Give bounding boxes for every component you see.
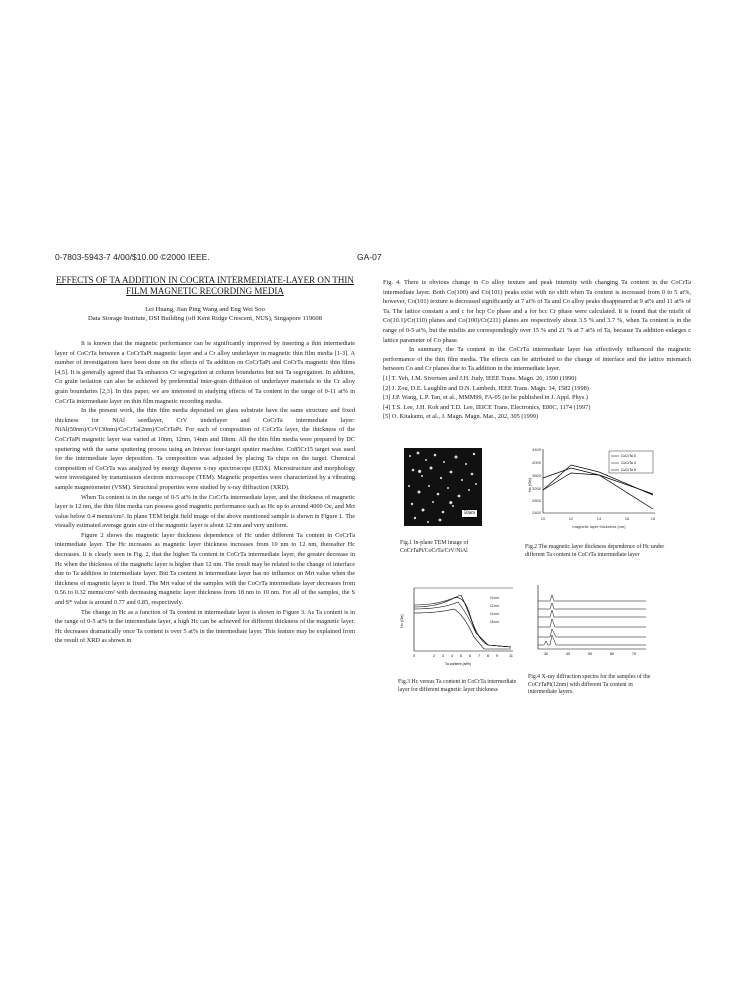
svg-text:4400: 4400 bbox=[532, 447, 541, 452]
figure-2 bbox=[525, 445, 665, 559]
header-paper-id: GA-07 bbox=[357, 252, 382, 262]
paper-title: EFFECTS OF TA ADDITION IN COCRTA INTERMEDIATE-LAYER ON THIN FILM MAGNETIC RECORDING MEDIA bbox=[56, 275, 354, 296]
authors: Lei Huang, Jian Ping Wang and Eng Wei Soo bbox=[145, 306, 265, 313]
paragraph: In summary, the Ta content in the CoCrTa intermediate layer has effectively influenced the magnetic performance of the thin film media. The effects can be attributed to the change of interface and the lattice mismatch between Co and Cr planes due to Ta addition in the intermediate layer. bbox=[383, 346, 691, 373]
paragraph: Figure 2 shows the magnetic layer thickness dependence of Hc under different Ta content in CoCrTa intermediate layer. The Hc increases as magnetic layer thickness increases from 10 nm to 12 nm, thereafter Hc decreases. It is clearly seen in Fig. 2, that the higher Ta content in CoCrTa intermediate layer, the greater decrease in Hc when the thickness of the magnetic layer is higher than 12 nm. The result may be related to the change of interface due to Ta addition in intermediate layer. But Ta content in intermediate layer has no influence on Mrt value when the thickness of magnetic layer is fixed. The Mrt value of the samples with the CoCrTa intermediate layer decreases from 0.56 to 0.32 memu/cm² with decreasing magnetic layer thickness from 18 nm to 10 nm. For all of the samples, the S and S* value is around 0.77 and 0.85, respectively. bbox=[55, 531, 355, 607]
figure-caption: Fig.4 X-ray diffraction spectra for the samples of the CoCrTaPt(12nm) with different Ta content in intermediate layers. bbox=[528, 674, 651, 695]
svg-text:Hc (Oe): Hc (Oe) bbox=[527, 478, 532, 492]
figure-caption: Fig.1 In-plane TEM image of CoCrTaPt/CoCrTa/CrV/NiAl bbox=[400, 540, 469, 554]
svg-text:40: 40 bbox=[566, 652, 570, 656]
reference: [5] O. Kitakami, et al., J. Magn. Magn. Mat., 202, 305 (1999) bbox=[383, 413, 539, 421]
right-column bbox=[383, 278, 691, 422]
svg-text:70: 70 bbox=[632, 652, 636, 656]
svg-text:50: 50 bbox=[588, 652, 592, 656]
svg-text:Hc (Oe): Hc (Oe) bbox=[400, 614, 404, 628]
svg-text:5: 5 bbox=[460, 654, 462, 658]
svg-text:11: 11 bbox=[509, 654, 513, 658]
chart-xrd-spectra bbox=[528, 583, 658, 661]
paragraph: It is known that the magnetic performance can be significantly improved by inserting a thin intermediate layer of CoCrTa between a CoCrTaPt magnetic layer and a Cr alloy underlayer in magnetic thin film media [1-3]. A number of investigations have been done on the effects of Ta addition on CoCrTaPt and CoCrTa magnetic thin films [4,5]. It is generally agreed that Ta enhances Cr segregation at column boundaries but not Ta segregation. In addition, Co grain isolation can also be achieved by preferential inter-grain diffusion of underlayer materials to the Cr alloy grain boundaries [2,3]. In this paper, we are interested in studying effects of Ta content in the range of 0-11 at% in CoCrTa intermediate layer on thin film magnetic recording media. bbox=[55, 340, 355, 405]
svg-text:7: 7 bbox=[478, 654, 480, 658]
reference: [1] T. Yeh, J.M. Sivertsen and J.H. Judy, IEEE Trans. Magn. 26, 1590 (1990) bbox=[383, 374, 577, 382]
svg-text:3600: 3600 bbox=[532, 473, 541, 478]
svg-text:2800: 2800 bbox=[532, 498, 541, 503]
paragraph: The change in Hc as a function of Ta content in intermediate layer is shown in Figure 3. As Ta content is in the range of 0-5 at% in the intermediate layer, a high Hc can be achieved for different thickness of the magnetic layer. Hc decreases dramatically once Ta content is over 5 at% in the intermediate layer. This feature may be explained from the result of XRD as shown in bbox=[55, 608, 355, 645]
svg-text:2400: 2400 bbox=[532, 510, 541, 515]
affiliation: Data Storage Institute, DSI Building (off Kent Ridge Crescent, NUS), Singapore 119608 bbox=[87, 315, 323, 322]
svg-text:3200: 3200 bbox=[532, 486, 541, 491]
svg-text:magnetic layer thickness (nm): magnetic layer thickness (nm) bbox=[572, 524, 626, 529]
svg-text:30: 30 bbox=[544, 652, 548, 656]
svg-text:18: 18 bbox=[650, 516, 656, 521]
svg-text:12 nm: 12 nm bbox=[490, 604, 499, 608]
svg-text:4: 4 bbox=[451, 654, 453, 658]
svg-text:2: 2 bbox=[433, 654, 435, 658]
reference: [2] J. Zou, D.E. Laughlin and D.N. Lambeth, IEEE Trans. Magn. 34, 1582 (1998) bbox=[383, 384, 589, 392]
figure-1 bbox=[400, 448, 510, 555]
svg-text:CoCrTa 5: CoCrTa 5 bbox=[621, 468, 636, 472]
svg-text:60: 60 bbox=[610, 652, 614, 656]
figure-caption: Fig.2 The magnetic layer thickness dependence of Hc under different Ta content in CoCrTa intermediate layer bbox=[525, 544, 665, 558]
svg-text:14: 14 bbox=[596, 516, 602, 521]
reference: [3] J.P. Wang, L.P. Tan, et al., MMM99, FA-05 (to be published in J. Appl. Phys.) bbox=[383, 394, 588, 402]
left-column bbox=[55, 339, 355, 646]
svg-text:16: 16 bbox=[624, 516, 630, 521]
figure-caption: Fig.3 Hc versus Ta content in CoCrTa intermediate layer for different magnetic layer thickness bbox=[398, 679, 517, 693]
paragraph: Fig. 4. There is obvious change in Co alloy texture and peak intensity with changing Ta content in the CoCrTa intermediate layer. Both Co(100) and Co(101) peaks exist with no shift when Ta content is increased from 0 to 5 at%, however, Co(101) texture is decreased significantly at 7 at% of Ta and Co alloy peaks disappeared at 9 at% and 11 at% of Ta. The lattice constant a and c for hcp Co phase and a for bcc Cr phase were calculated. It is found that the misfit of Co(10.1)/Cr(110) planes and Co(100)/Cr(211) planes are respectively about 3.5 % and 3.7 %, when Ta content is in the range of 0-5 at%, but the misfits are correspondingly over 15 % and 21 % at 7 at% of Ta, because Ta addition enlarges c lattice parameter of Co phase. bbox=[383, 279, 691, 344]
scale-bar: 50nm bbox=[461, 509, 478, 518]
paragraph: When Ta content is in the range of 0-5 at% in the CoCrTa intermediate layer, and the thickness of magnetic layer is 12 nm, the thin film media can possess good magnetic performance such as Hc up to around 4000 Oe, and Mrt value below 0.4 memu/cm². In plane TEM bright field image of the above mentioned sample is shown in Figure 1. The visually estimated average grain size of the magnetic layer is about 12 nm and very uniform. bbox=[55, 493, 355, 530]
svg-text:14 nm: 14 nm bbox=[490, 612, 499, 616]
chart-hc-vs-thickness bbox=[525, 445, 665, 535]
figure-4 bbox=[528, 583, 658, 697]
svg-text:18 nm: 18 nm bbox=[490, 620, 499, 624]
svg-text:6: 6 bbox=[469, 654, 471, 658]
paragraph: In the present work, the thin film media deposited on glass substrate have the same structure and fixed thickness for NiAl seedlayer, CrV underlayer and CoCrTa intermediate layer: NiAl(50nm)/CrV(30nm)/CoCrTa(2nm)/CoCrTaPt. For each of composition of CoCrTa layer, the thickness of the CoCrTaPt magnetic layer was varied at 10nm, 12nm, 14nm and 18nm. All the thin film media were prepared by DC sputtering with the same sputtering process using an Intevac four-target sputter machine. Co85Cr15 target was used for the intermediate layer deposition. Ta composition was adjusted by placing Ta chips on the target. Chemical composition of CoCrTa was analyzed by energy disperse x-ray spectroscope (EDX). Microstructure and morphology were investigated by transmission electron microscope (TEM). Magnetic properties were characterized by a vibrating sample magnetometer (VSM). Structural properties were studied by x-ray diffraction (XRD). bbox=[55, 407, 355, 491]
reference: [4] T.S. Lee, J.H. Koh and T.D. Lee, IEICE Trans. Electronics, E80C, 1174 (1997) bbox=[383, 403, 591, 411]
chart-hc-vs-ta bbox=[398, 585, 518, 670]
tem-image bbox=[404, 448, 482, 526]
svg-text:4000: 4000 bbox=[532, 460, 541, 465]
svg-text:12: 12 bbox=[568, 516, 574, 521]
svg-text:9: 9 bbox=[496, 654, 498, 658]
svg-text:10: 10 bbox=[540, 516, 546, 521]
svg-text:CoCrTa 3: CoCrTa 3 bbox=[621, 461, 636, 465]
author-block bbox=[55, 305, 355, 323]
svg-text:8: 8 bbox=[487, 654, 489, 658]
references bbox=[383, 374, 691, 422]
svg-text:CoCrTa 0: CoCrTa 0 bbox=[621, 454, 636, 458]
svg-text:0: 0 bbox=[413, 654, 415, 658]
figure-3 bbox=[398, 585, 518, 694]
svg-text:Ta content (at%): Ta content (at%) bbox=[444, 662, 472, 666]
svg-text:3: 3 bbox=[442, 654, 444, 658]
header-isbn: 0-7803-5943-7 4/00/$10.00 ©2000 IEEE. bbox=[55, 252, 210, 262]
svg-text:10 nm: 10 nm bbox=[490, 596, 499, 600]
